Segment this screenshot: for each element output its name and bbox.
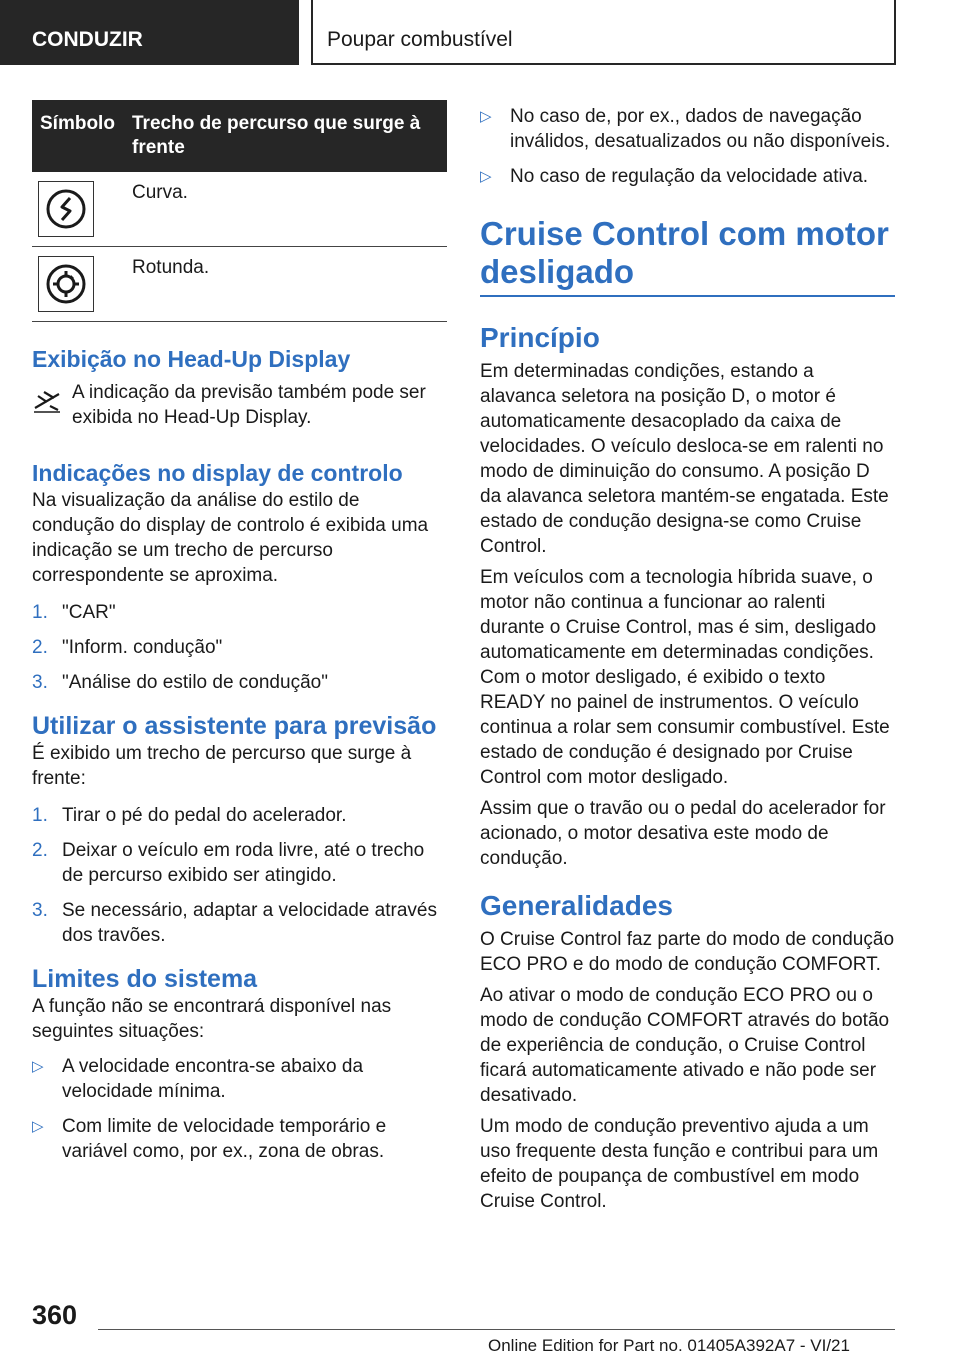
use-assistant-text: É exibido um trecho de percurso que surge à frente: bbox=[32, 743, 412, 789]
hud-note bbox=[32, 380, 447, 436]
bullet-triangle-icon: ▷ bbox=[32, 1058, 44, 1075]
list-item: ▷ No caso de regulação da velocidade ativa. bbox=[480, 166, 869, 187]
principle-paragraph: Em determinadas condições, estando a alavanca seletora na posição D, o motor é automaticamente desacoplado da caixa de velocidades. O veículo desloca-se em ralenti no modo de diminuição do consumo. A posição D da alavanca seletora mantém-se engatada. Este estado de condução designa-se como Cruise Control. bbox=[480, 361, 889, 557]
main-heading-block bbox=[480, 215, 895, 297]
principle-paragraph: Assim que o travão ou o pedal do acelerador for acionado, o motor desativa este modo de condução. bbox=[480, 798, 886, 869]
curve-road-icon bbox=[38, 181, 94, 237]
footer-divider bbox=[98, 1329, 895, 1330]
system-limits-list-continued bbox=[480, 104, 895, 189]
control-display-text: Na visualização da análise do estilo de condução do display de controlo é exibida uma indicação se um trecho de percurso correspondente se aproxima. bbox=[32, 490, 429, 586]
list-item: ▷ Com limite de velocidade temporário e variável como, por ex., zona de obras. bbox=[32, 1116, 387, 1162]
right-column bbox=[480, 104, 895, 1220]
left-column bbox=[32, 100, 447, 1174]
table-header-description: Trecho de percurso que surge à frente bbox=[124, 100, 447, 172]
chapter-tab bbox=[311, 0, 896, 65]
table-row bbox=[32, 172, 447, 247]
list-item: 2. Deixar o veículo em roda livre, até o trecho de percurso exibido ser atingido. bbox=[32, 840, 425, 886]
roundabout-icon bbox=[38, 256, 94, 312]
system-limits-list bbox=[32, 1054, 447, 1164]
general-paragraph: Ao ativar o modo de condução ECO PRO ou o modo de condução COMFORT através do botão de experiência de condução, o Cruise Control ficará automaticamente ativado e não pode ser desativado. bbox=[480, 985, 890, 1106]
list-item: ▷ A velocidade encontra-se abaixo da velocidade mínima. bbox=[32, 1056, 364, 1102]
control-display-heading: Indicações no display de controlo bbox=[32, 460, 403, 486]
list-item: 3. Se necessário, adaptar a velocidade através dos travões. bbox=[32, 900, 437, 946]
bullet-triangle-icon: ▷ bbox=[32, 1118, 44, 1135]
list-item: 1. "CAR" bbox=[32, 602, 116, 623]
hud-heading: Exibição no Head-Up Display bbox=[32, 346, 351, 372]
symbol-table bbox=[32, 100, 447, 322]
general-paragraph: Um modo de condução preventivo ajuda a um uso frequente desta função e contribui para um efeito de poupança de combustível em modo Cruise Control. bbox=[480, 1116, 879, 1212]
general-heading: Generalidades bbox=[480, 890, 673, 921]
bullet-triangle-icon: ▷ bbox=[480, 108, 492, 125]
use-assistant-heading: Utilizar o assistente para previsão bbox=[32, 712, 437, 740]
system-limits-text: A função não se encontrará disponível nas seguintes situações: bbox=[32, 996, 392, 1042]
table-header-row bbox=[32, 100, 447, 172]
use-assistant-steps bbox=[32, 803, 447, 948]
list-item: 3. "Análise do estilo de condução" bbox=[32, 672, 328, 693]
edition-text: Online Edition for Part no. 01405A392A7 - VI/21 bbox=[488, 1336, 850, 1355]
hud-text: A indicação da previsão também pode ser exibida no Head-Up Display. bbox=[72, 382, 426, 428]
control-display-steps bbox=[32, 600, 447, 695]
table-cell-description: Rotunda. bbox=[124, 247, 447, 322]
page-number: 360 bbox=[32, 1300, 78, 1330]
head-up-display-icon bbox=[32, 382, 62, 422]
list-item: 2. "Inform. condução" bbox=[32, 637, 223, 658]
table-cell-description: Curva. bbox=[124, 172, 447, 247]
chapter-title: Poupar combustível bbox=[327, 28, 513, 51]
principle-heading: Princípio bbox=[480, 322, 600, 353]
system-limits-heading: Limites do sistema bbox=[32, 965, 258, 993]
bullet-triangle-icon: ▷ bbox=[480, 168, 492, 185]
list-item: 1. Tirar o pé do pedal do acelerador. bbox=[32, 805, 347, 826]
table-row bbox=[32, 247, 447, 322]
general-paragraph: O Cruise Control faz parte do modo de condução ECO PRO e do modo de condução COMFORT. bbox=[480, 929, 895, 975]
main-heading: Cruise Control com motor desligado bbox=[480, 215, 889, 290]
principle-paragraph: Em veículos com a tecnologia híbrida suave, o motor não continua a funcionar ao ralenti durante o Cruise Control, mas é sim, desligado automaticamente em determinadas condições. Com o motor desligado, é exibido o texto READY no painel de instrumentos. O veículo continua a rolar sem consumir combustível. Este estado de condução é designado por Cruise Control com motor desligado. bbox=[480, 567, 890, 788]
table-header-symbol: Símbolo bbox=[32, 100, 124, 172]
section-title: CONDUZIR bbox=[32, 28, 143, 51]
section-tab bbox=[0, 0, 299, 65]
list-item: ▷ No caso de, por ex., dados de navegação inválidos, desatualizados ou não disponíveis. bbox=[480, 106, 891, 152]
